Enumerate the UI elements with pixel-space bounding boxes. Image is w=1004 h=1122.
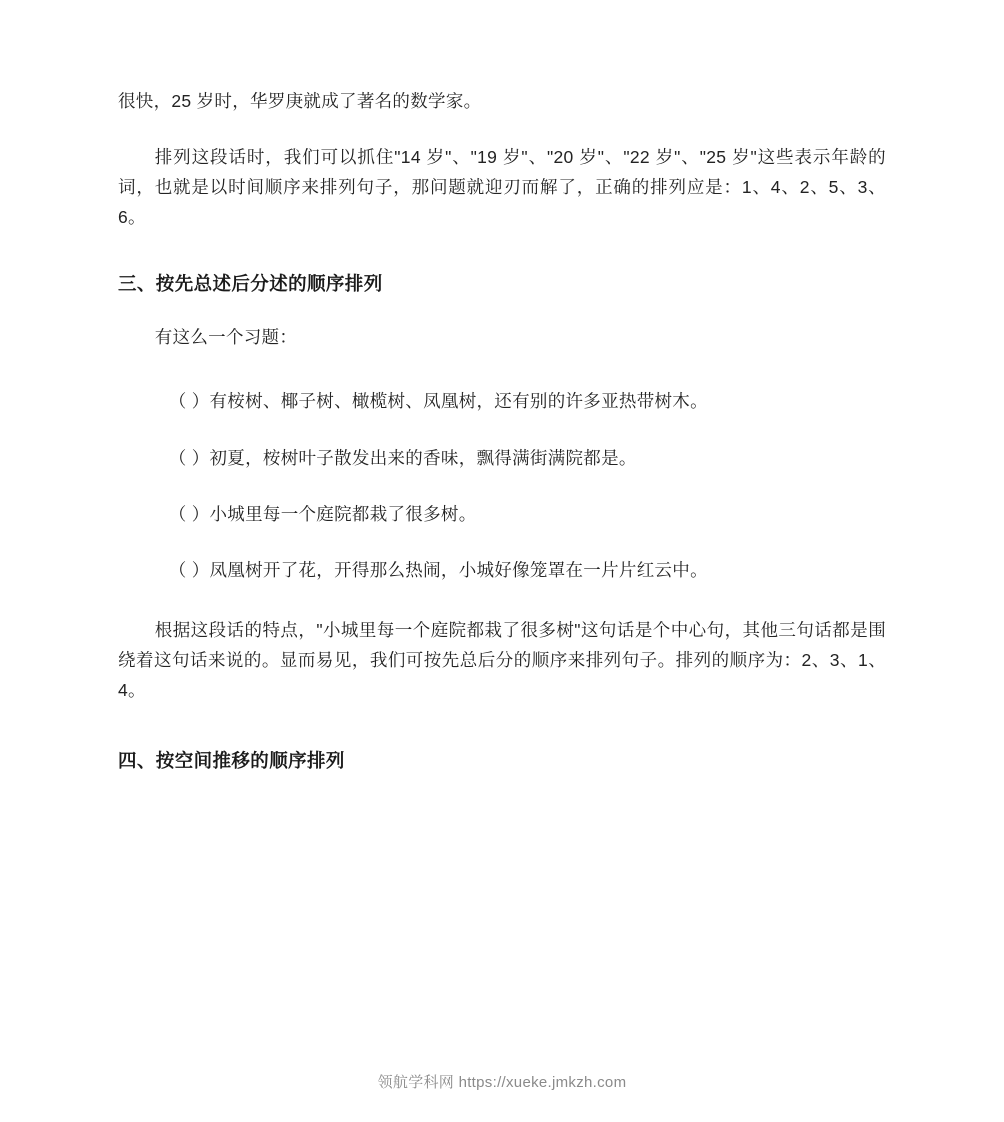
paragraph-exercise-lead: 有这么一个习题： — [154, 327, 298, 348]
paragraph-analysis: 排列这段话时，我们可以抓住"14 岁"、"19 岁"、"20 岁"、"22 岁"、"25 岁"这些表示年龄的词，也就是以时间顺序来排列句子，那问题就迎刃而解了，正确的排列应是：1、4、2、5、3、6。 — [118, 147, 886, 228]
list-item: （ ）凤凰树开了花，开得那么热闹，小城好像笼罩在一片片红云中。 — [168, 559, 708, 580]
footer-watermark: 领航学科网 https://xueke.jmkzh.com — [377, 1074, 627, 1091]
paragraph-intro: 很快，25 岁时，华罗庚就成了著名的数学家。 — [118, 91, 482, 111]
list-item: （ ）有桉树、椰子树、橄榄树、凤凰树，还有别的许多亚热带树木。 — [168, 391, 708, 412]
paragraph-conclusion: 根据这段话的特点，"小城里每一个庭院都栽了很多树"这句话是个中心句，其他三句话都是围绕着这句话来说的。显而易见，我们可按先总后分的顺序来排列句子。排列的顺序为：2、3、1、4。 — [118, 619, 886, 701]
heading-section-3: 三、按先总述后分述的顺序排列 — [118, 273, 383, 295]
heading-section-4: 四、按空间推移的顺序排列 — [118, 750, 345, 772]
exercise-list — [118, 386, 886, 584]
list-item: （ ）小城里每一个庭院都栽了很多树。 — [168, 503, 477, 524]
list-item: （ ）初夏，桉树叶子散发出来的香味，飘得满街满院都是。 — [168, 447, 637, 468]
